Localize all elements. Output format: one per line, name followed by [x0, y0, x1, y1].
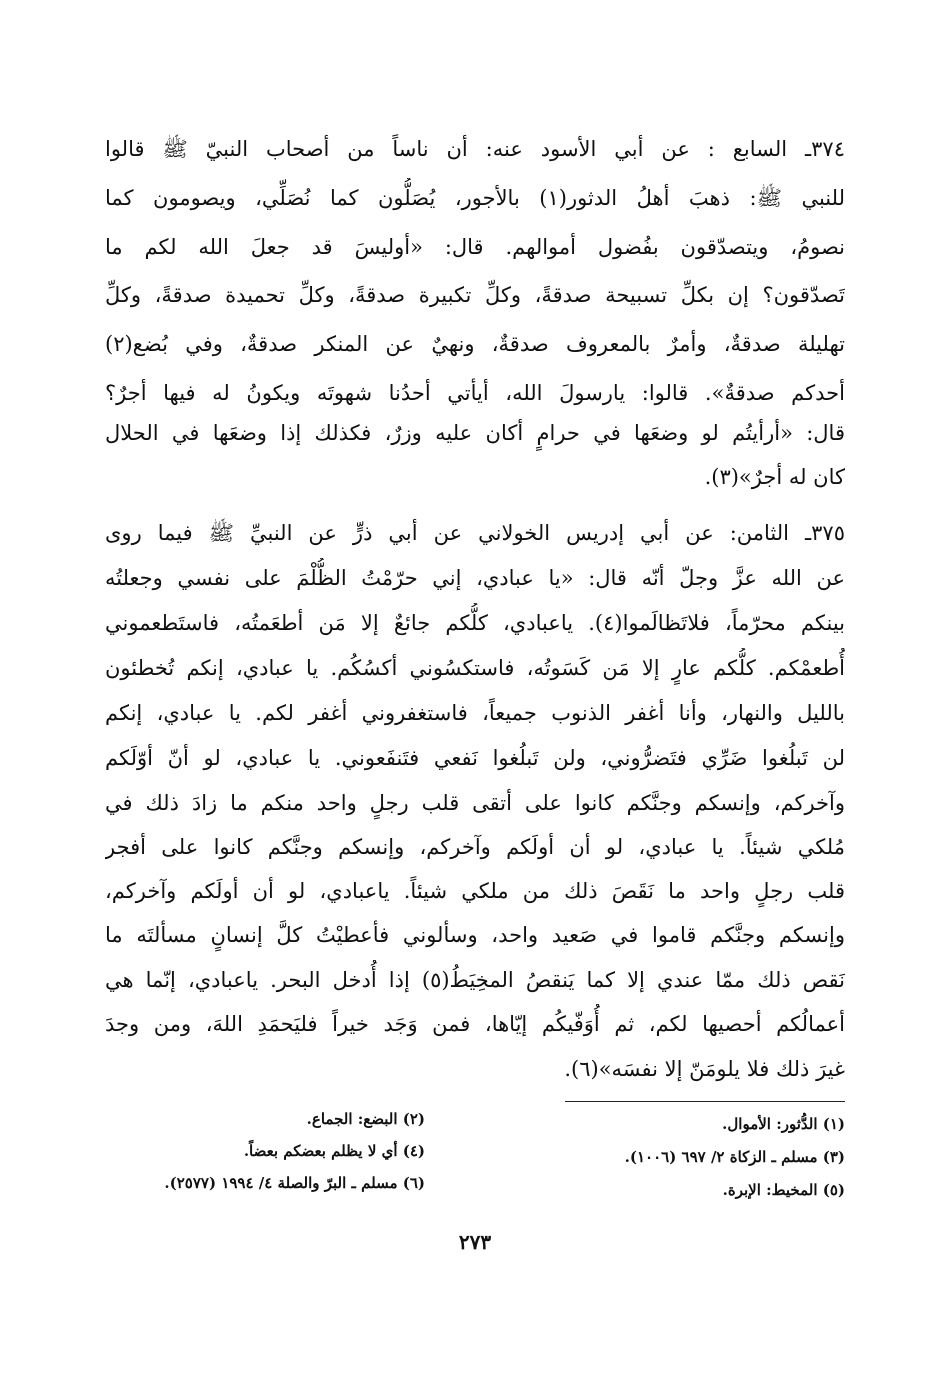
text-line: غيرَ ذلك فلا يلومَنّ إلا نفسَه»(٦). — [564, 1057, 845, 1081]
footnote: (٣) مسلم ـ الزكاة ٢/ ٦٩٧ (١٠٠٦). — [624, 1148, 845, 1166]
footnote: (٥) المخيط: الإبرة. — [722, 1181, 845, 1199]
text-line: ٣٧٤ـ السابع : عن أبي الأسود عنه: أن ناساً من أصحاب النبيّ ﷺ قالوا — [105, 137, 845, 161]
text-line: وآخركم، وإنسكم وجنَّكم كانوا على أتقى قلب رجلٍ واحد منكم ما زادَ ذلك في — [105, 791, 845, 815]
text-line: عن الله عزَّ وجلّ أنّه قال: «يا عبادي، إني حرّمْتُ الظُّلْمَ على نفسي وجعلتُه — [105, 566, 845, 590]
text-line: تَصدّقون؟ إن بكلِّ تسبيحة صدقةً، وكلِّ تكبيرة صدقةً، وكلِّ تحميدة صدقةً، وكلِّ — [105, 283, 845, 307]
page-number: ٢٧٣ — [458, 1230, 492, 1254]
text-line: قلب رجلٍ واحد ما نَقَصَ ذلك من ملكي شيئاً. ياعبادي، لو أن أولَكم وآخركم، — [105, 879, 845, 903]
footnote: (٤) أي لا يظلم بعضكم بعضاً. — [243, 1142, 425, 1160]
text-line: نَقص ذلك ممّا عندي إلا كما يَنقصُ المخِيَطُ(٥) إذا أُدخل البحر. ياعبادي، إنّما هي — [105, 968, 845, 992]
text-line: أعمالُكم أحصيها لكم، ثم أُوَفّيكُم إيّاها، فمن وَجَد خيراً فليَحمَدِ اللهَ، ومن وجدَ — [105, 1012, 845, 1036]
text-line: قال: «أرأيتُم لو وضعَها في حرامٍ أكان عليه وزرٌ، فكذلك إذا وضعَها في الحلال — [105, 421, 845, 445]
text-line: ٣٧٥ـ الثامن: عن أبي إدريس الخولاني عن أبي ذرٍّ عن النبيِّ ﷺ فيما روى — [105, 521, 845, 545]
footnote-separator — [565, 1101, 845, 1102]
text-line: كان له أجرٌ»(٣). — [704, 465, 845, 489]
text-line: وإنسكم وجنَّكم قاموا في صَعيد واحد، وسألوني فأعطيْتُ كلَّ إنسانٍ مسألتَه ما — [105, 923, 845, 947]
text-line: مُلكي شيئاً. يا عبادي، لو أن أولَكم وآخركم، وإنسكم وجنَّكم كانوا على أفجر — [105, 835, 845, 859]
text-line: لن تَبلُغوا ضَرِّي فتَضرُّوني، ولن تَبلُغوا نَفعي فتَنفَعوني. يا عبادي، لو أنّ أوّلَكم — [105, 746, 845, 770]
text-line: تهليلة صدقةٌ، وأمرٌ بالمعروف صدقةٌ، ونهيٌ عن المنكر صدقةٌ، وفي بُضع(٢) — [105, 332, 845, 356]
text-line: بالليل والنهار، وأنا أغفر الذنوب جميعاً، فاستغفروني أغفر لكم. يا عبادي، إنكم — [105, 701, 845, 725]
book-page — [105, 0, 845, 1375]
footnote: (٦) مسلم ـ البرّ والصلة ٤/ ١٩٩٤ (٢٥٧٧). — [164, 1174, 425, 1192]
footnote: (٢) البضع: الجماع. — [306, 1110, 425, 1128]
text-line: بينكم محرّماً، فلاتَظالَموا(٤). ياعبادي، كلُّكم جائعٌ إلا مَن أطعَمتُه، فاستَطعموني — [105, 611, 845, 635]
text-line: أُطعمْكم. كلُّكم عارٍ إلا مَن كَسَوتُه، فاستكسُوني أكسُكُم. يا عبادي، إنكم تُخطئون — [105, 656, 845, 680]
text-line: أحدكم صدقةٌ». قالوا: يارسولَ الله، أيأتي أحدُنا شهوتَه ويكونُ له فيها أجرٌ؟ — [105, 381, 845, 405]
footnote: (١) الدُّثور: الأموال. — [722, 1115, 845, 1133]
text-line: للنبي ﷺ: ذهبَ أهلُ الدثور(١) بالأجور، يُصَلُّون كما نُصَلِّي، ويصومون كما — [105, 186, 845, 210]
text-line: نصومُ، ويتصدّقون بفُضول أموالهم. قال: «أوليسَ قد جعلَ الله لكم ما — [105, 235, 845, 259]
